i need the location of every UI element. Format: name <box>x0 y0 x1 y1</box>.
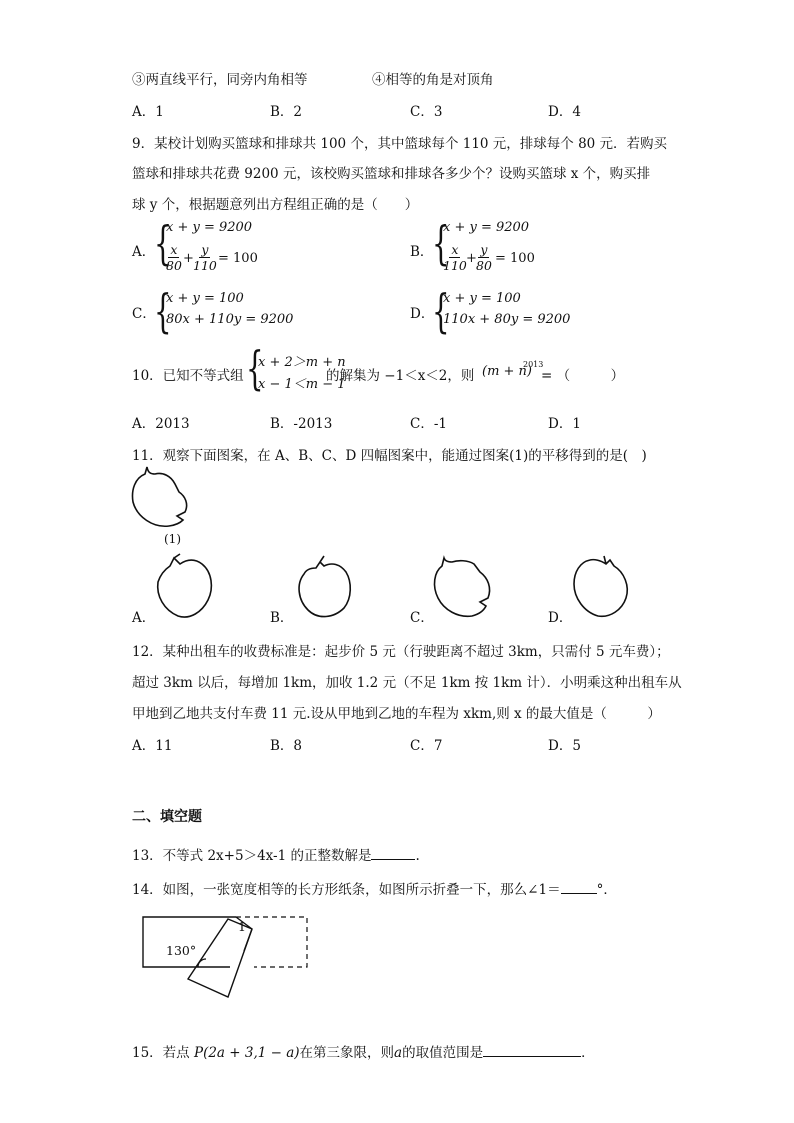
q12-text-line-3: 甲地到乙地共支付车费 11 元.设从甲地到乙地的车程为 xkm,则 x 的最大值是（ ） <box>132 706 661 722</box>
q15-text <box>132 1041 595 1061</box>
q12-option-b: B．8 <box>270 738 303 754</box>
q9-option-c-label: C． <box>132 306 156 322</box>
q9-option-b-label: B． <box>410 244 434 260</box>
frac-denominator: 110 <box>193 258 217 273</box>
q9-option-b-eq100: = 100 <box>495 251 535 266</box>
frac-denominator: 80 <box>166 258 182 273</box>
q11-option-c-figure <box>428 552 496 624</box>
q15-suffix: 的取值范围是 <box>402 1045 484 1061</box>
q14-angle-1-label: 1 <box>238 919 246 934</box>
q11-option-a-figure <box>150 552 218 624</box>
q13-end: . <box>415 848 420 864</box>
q9-option-b-eq1: x + y = 9200 <box>443 220 530 235</box>
frac-denominator: 80 <box>476 258 492 273</box>
q8-statement-3: ③两直线平行，同旁内角相等 <box>132 72 308 88</box>
q15-answer-blank[interactable] <box>483 1056 581 1057</box>
q10-option-c: C．-1 <box>410 416 447 432</box>
q15-end: ． <box>581 1045 595 1061</box>
q13-text <box>132 844 420 864</box>
q9-option-a-label: A． <box>132 244 156 260</box>
q15-prefix: 15．若点 <box>132 1045 190 1061</box>
q9-option-d-label: D． <box>410 306 435 322</box>
q9-option-b-frac-y <box>476 242 492 273</box>
q11-option-d-label: D． <box>548 610 573 626</box>
q14-answer-blank[interactable] <box>561 893 597 894</box>
q11-option-a-label: A． <box>132 610 156 626</box>
q11-option-b-figure <box>290 552 358 624</box>
q9-option-c-eq1: x + y = 100 <box>166 291 244 306</box>
frac-numerator: y <box>480 242 488 257</box>
q10-middle: 的解集为 −1＜x＜2，则 <box>326 368 475 384</box>
q10-prefix: 10．已知不等式组 <box>132 368 244 384</box>
q10-ineq-1: x + 2＞m + n <box>258 355 346 370</box>
frac-numerator: y <box>201 242 209 257</box>
q9-option-d-eq2: 110x + 80y = 9200 <box>443 312 571 327</box>
q14-statement: 14．如图，一张宽度相等的长方形纸条，如图所示折叠一下，那么∠1＝ <box>132 882 561 898</box>
q14-angle-label: 130° <box>166 943 197 958</box>
q10-option-d: D．1 <box>548 416 581 432</box>
q9-text-line-1: 9．某校计划购买篮球和排球共 100 个，其中篮球每个 110 元，排球每个 80 元．若购买 <box>132 136 668 152</box>
q12-option-a: A．11 <box>132 738 173 754</box>
q12-option-d: D．5 <box>548 738 581 754</box>
frac-denominator: 110 <box>443 258 467 273</box>
q15-var: a <box>394 1045 403 1061</box>
q8-option-b: B．2 <box>270 104 303 120</box>
q9-option-a-plus: + <box>183 251 194 266</box>
q10-option-a: A．2013 <box>132 416 190 432</box>
q11-option-b-label: B． <box>270 610 294 626</box>
q10-exponent: 2013 <box>523 360 544 369</box>
q10-option-b: B．-2013 <box>270 416 333 432</box>
q15-point: P(2a + 3,1 − a) <box>193 1045 300 1061</box>
section-2-title: 二、填空题 <box>132 809 202 825</box>
q9-option-d-brace: { <box>432 284 450 338</box>
q9-text-line-2: 篮球和排球共花费 9200 元，该校购买篮球和排球各多少个？设购买篮球 x 个，购买排 <box>132 166 651 182</box>
q9-option-a-frac-y <box>193 242 217 273</box>
q9-option-b-plus: + <box>466 251 477 266</box>
q12-option-c: C．7 <box>410 738 443 754</box>
q11-figure-1 <box>125 462 195 532</box>
q9-option-a-brace: { <box>154 216 172 270</box>
q10-brace: { <box>246 341 264 395</box>
q12-text-line-1: 12．某种出租车的收费标准是：起步价 5 元（行驶距离不超过 3km，只需付 5 元车费）； <box>132 644 670 660</box>
q9-option-d-eq1: x + y = 100 <box>443 291 521 306</box>
frac-numerator: x <box>170 242 178 257</box>
q9-option-a-frac-x <box>166 242 182 273</box>
q14-folded-strip-figure <box>140 915 315 1015</box>
frac-numerator: x <box>451 242 459 257</box>
q9-text-line-3: 球 y 个，根据题意列出方程组正确的是（ ） <box>132 197 419 213</box>
q11-option-c-label: C． <box>410 610 434 626</box>
q11-option-d-figure <box>566 552 634 624</box>
q10-ineq-2: x − 1＜m − 1 <box>258 377 346 392</box>
q9-option-b-frac-x <box>443 242 467 273</box>
q14-text <box>132 878 617 898</box>
q9-option-a-eq1: x + y = 9200 <box>166 220 253 235</box>
q11-figure-1-label: (1) <box>164 532 181 546</box>
q8-statement-4: ④相等的角是对顶角 <box>372 72 494 88</box>
q13-answer-blank[interactable] <box>371 859 415 860</box>
q13-statement: 13．不等式 2x+5＞4x-1 的正整数解是 <box>132 848 372 864</box>
q8-option-d: D．4 <box>548 104 581 120</box>
q10-expr: (m + n) <box>482 364 533 379</box>
q12-text-line-2: 超过 3km 以后，每增加 1km，加收 1.2 元（不足 1km 按 1km 计）．小明乘这种出租车从 <box>132 675 682 691</box>
q9-option-a-eq100: = 100 <box>218 251 258 266</box>
q8-option-c: C．3 <box>410 104 443 120</box>
q15-middle: 在第三象限，则 <box>299 1045 395 1061</box>
q14-end: °． <box>596 882 617 898</box>
q9-option-c-brace: { <box>154 284 172 338</box>
q9-option-b-brace: { <box>432 216 450 270</box>
q8-option-a: A．1 <box>132 104 164 120</box>
q11-text: 11．观察下面图案，在 A、B、C、D 四幅图案中，能通过图案(1)的平移得到的是( ) <box>132 448 647 464</box>
q9-option-c-eq2: 80x + 110y = 9200 <box>166 312 294 327</box>
q10-suffix: = （ ） <box>541 368 625 384</box>
